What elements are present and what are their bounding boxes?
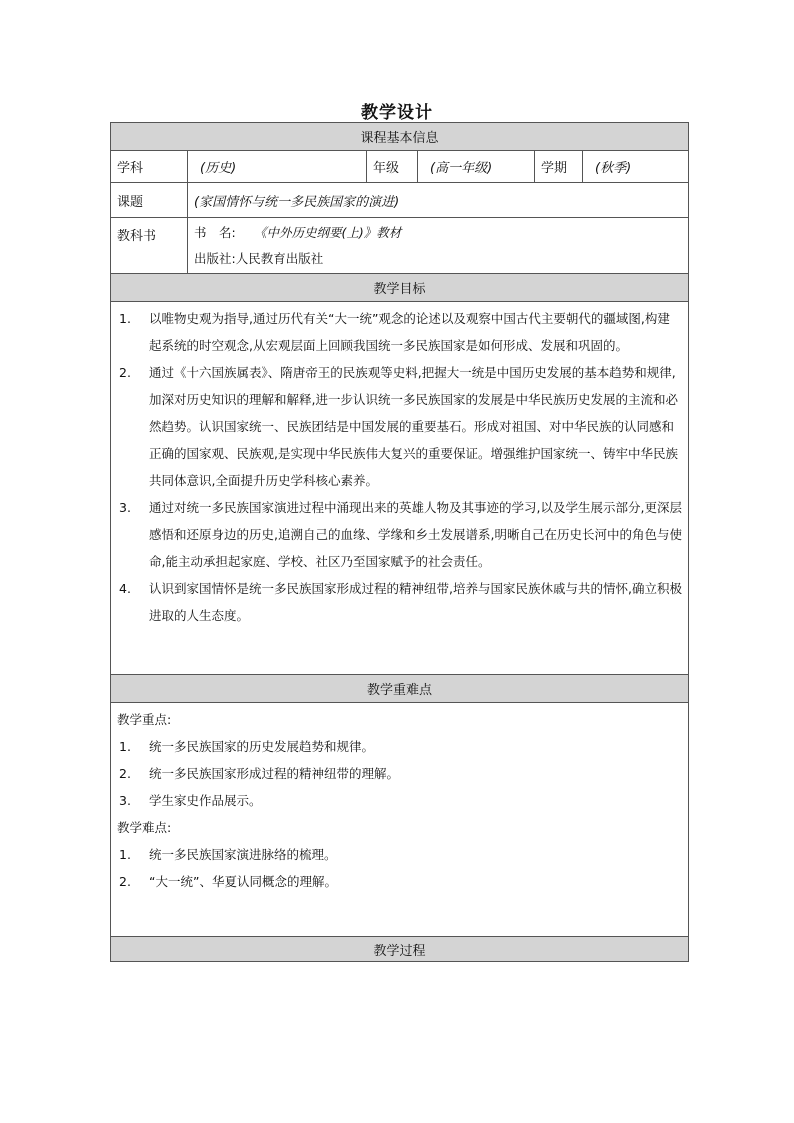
grade-value: (高一年级) [418,151,535,183]
objectives-list [111,302,689,675]
objective-item [117,359,682,494]
objective-number: 3. [119,500,131,515]
difficulty-item [117,868,682,895]
focus-number: 2. [119,766,131,781]
objectives-row [111,302,689,675]
focus-label: 教学重点: [117,712,172,727]
focus-item [117,760,682,787]
textbook-label: 教科书 [111,218,188,274]
publisher-label: 出版社: [194,251,236,266]
focus-text: 统一多民族国家形成过程的精神纽带的理解。 [149,766,400,781]
section-key-points-row [111,675,689,703]
lesson-design-table [110,122,689,962]
publisher-value: 人民教育出版社 [235,251,324,266]
objective-number: 2. [119,365,131,380]
objective-number: 4. [119,581,131,596]
difficulty-item [117,841,682,868]
focus-text: 统一多民族国家的历史发展趋势和规律。 [149,739,375,754]
objective-item [117,305,682,359]
topic-row [111,183,689,218]
focus-number: 1. [119,739,131,754]
grade-label: 年级 [367,151,418,183]
objective-item [117,494,682,575]
book-name-label: 书 名: [194,225,236,240]
section-header-objectives: 教学目标 [111,274,689,302]
textbook-info [188,218,689,274]
difficulty-label: 教学难点: [117,820,172,835]
section-objectives-row [111,274,689,302]
subject-row [111,151,689,183]
key-points-row [111,703,689,937]
subject-label: 学科 [111,151,188,183]
term-label: 学期 [535,151,583,183]
difficulty-text: 统一多民族国家演进脉络的梳理。 [149,847,337,862]
objective-text: 以唯物史观为指导,通过历代有关“大一统”观念的论述以及观察中国古代主要朝代的疆域图,构建起系统的时空观念,从宏观层面上回顾我国统一多民族国家是如何形成、发展和巩固的。 [149,311,670,353]
focus-number: 3. [119,793,131,808]
book-name-line [188,220,688,246]
document-title: 教学设计 [361,103,433,123]
book-name-value: 《中外历史纲要(上)》教材 [254,225,402,240]
focus-item [117,787,682,814]
section-header-process: 教学过程 [111,937,689,962]
section-header-key-points: 教学重难点 [111,675,689,703]
subject-value: (历史) [188,151,367,183]
topic-value: (家国情怀与统一多民族国家的演进) [188,183,689,218]
objective-text: 通过对统一多民族国家演进过程中涌现出来的英雄人物及其事迹的学习,以及学生展示部分,更深层感悟和还原身边的历史,追溯自己的血缘、学缘和乡土发展谱系,明晰自己在历史长河中的角色与使命,能主动承担起家庭、学校、社区乃至国家赋予的社会责任。 [149,500,682,569]
publisher-line [188,246,688,272]
objective-text: 通过《十六国族属表》、隋唐帝王的民族观等史料,把握大一统是中国历史发展的基本趋势和规律,加深对历史知识的理解和解释,进一步认识统一多民族国家的发展是中华民族历史发展的主流和必然趋势。认识国家统一、民族团结是中国发展的重要基石。形成对祖国、对中华民族的认同感和正确的国家观、民族观,是实现中华民族伟大复兴的重要保证。增强维护国家统一、铸牢中华民族共同体意识,全面提升历史学科核心素养。 [149,365,678,488]
difficulty-text: “大一统”、华夏认同概念的理解。 [149,874,337,889]
section-process-row [111,937,689,962]
objective-number: 1. [119,311,131,326]
objective-text: 认识到家国情怀是统一多民族国家形成过程的精神纽带,培养与国家民族休戚与共的情怀,确立积极进取的人生态度。 [149,581,682,623]
focus-text: 学生家史作品展示。 [149,793,262,808]
objective-item [117,575,682,629]
difficulty-number: 2. [119,874,131,889]
focus-item [117,733,682,760]
difficulty-number: 1. [119,847,131,862]
section-basic-info-row [111,123,689,151]
key-points-list [111,703,689,937]
term-value: (秋季) [583,151,689,183]
topic-label: 课题 [111,183,188,218]
textbook-row [111,218,689,274]
section-header-basic-info: 课程基本信息 [111,123,689,151]
